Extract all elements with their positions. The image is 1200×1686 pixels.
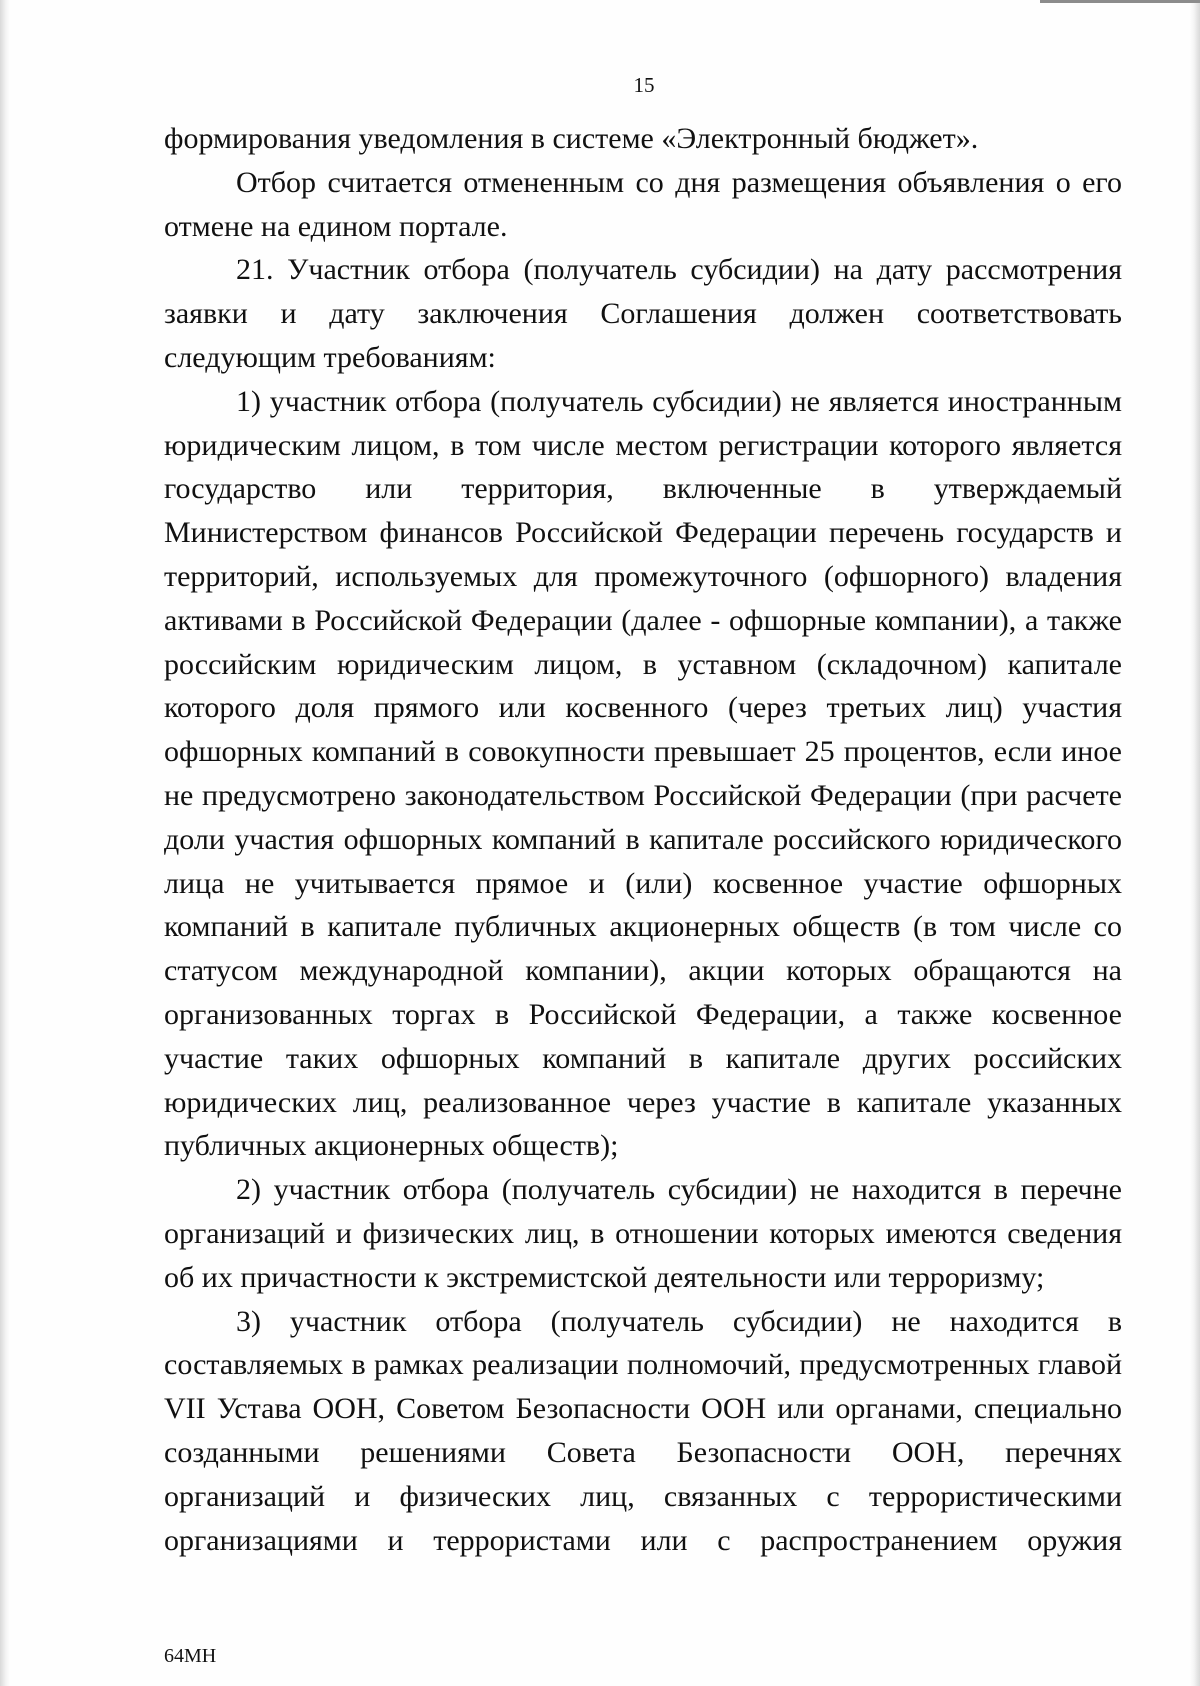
page-number: 15 bbox=[633, 73, 655, 97]
paragraph-21-requirements: 21. Участник отбора (получатель субсидии) на дату рассмотрения заявки и дату заключения Соглашения должен соответствовать следующим требованиям: bbox=[164, 253, 1122, 374]
scan-edge-left bbox=[0, 0, 10, 1686]
paragraph-requirement-3: 3) участник отбора (получатель субсидии) не находится в составляемых в рамках реализации полномочий, предусмотренных главой VII Устава ООН, Советом Безопасности ООН или органами, специально созданными решениями Совета Безопасности ООН, перечнях организаций и физических лиц, связанных с террористическими организациями и террористами или с распространением оружия bbox=[164, 1304, 1122, 1557]
paragraph-selection-cancelled: Отбор считается отмененным со дня размещения объявления о его отмене на едином портале. bbox=[164, 165, 1122, 243]
paragraph-continuation: формирования уведомления в системе «Электронный бюджет». bbox=[164, 122, 979, 155]
document-body bbox=[164, 117, 1122, 1562]
paragraph-requirement-1: 1) участник отбора (получатель субсидии) не является иностранным юридическим лицом, в том числе местом регистрации которого является государство или территория, включенные в утверждаемый Министерством финансов Российской Федерации перечень государств и территорий, используемых для промежуточного (офшорного) владения активами в Российской Федерации (далее - офшорные компании), а также российским юридическим лицом, в уставном (складочном) капитале которого доля прямого или косвенного (через третьих лиц) участия офшорных компаний в совокупности превышает 25 процентов, если иное не предусмотрено законодательством Российской Федерации (при расчете доли участия офшорных компаний в капитале российского юридического лица не учитывается прямое и (или) косвенное участие офшорных компаний в капитале публичных акционерных обществ (в том числе со статусом международной компании), акции которых обращаются на организованных торгах в Российской Федерации, а также косвенное участие таких офшорных компаний в капитале других российских юридических лиц, реализованное через участие в капитале указанных публичных акционерных обществ); bbox=[164, 384, 1122, 1163]
scan-edge-right bbox=[1190, 0, 1200, 1686]
scan-edge-top bbox=[1040, 0, 1200, 3]
footer-code: 64МН bbox=[164, 1645, 217, 1667]
paragraph-requirement-2: 2) участник отбора (получатель субсидии) не находится в перечне организаций и физических лиц, в отношении которых имеются сведения об их причастности к экстремистской деятельности или терроризму; bbox=[164, 1173, 1122, 1294]
